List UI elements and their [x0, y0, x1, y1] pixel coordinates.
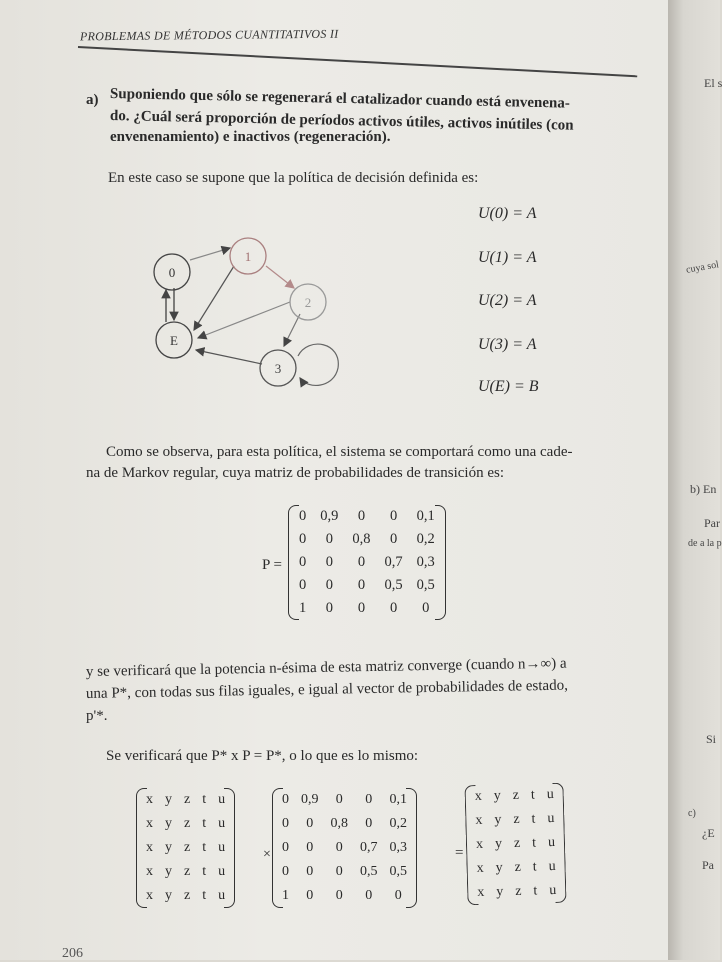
policy-u1: U(1) = A — [478, 249, 537, 266]
node-E — [156, 322, 192, 358]
bracket-left — [272, 788, 283, 908]
times-operator: × — [263, 847, 271, 862]
question-line-3: envenenamiento) e inactivos (regeneración). — [110, 129, 391, 145]
matrix-cell: 0,3 — [389, 840, 407, 855]
matrix-cell: 0 — [365, 816, 373, 831]
matrix-cell: u — [547, 810, 555, 827]
matrix-cell: 0,8 — [352, 531, 371, 547]
matrix-cell: 0 — [365, 888, 373, 903]
node-1 — [230, 238, 266, 274]
matrix-cell: y — [165, 888, 172, 903]
matrix-cell: z — [184, 864, 191, 879]
matrix-Pstar-right — [468, 783, 562, 905]
matrix-cell: y — [494, 836, 503, 852]
matrix-cell: 0 — [306, 816, 314, 831]
matrix-cell: 0,7 — [360, 840, 378, 855]
matrix-row — [470, 855, 562, 881]
matrix-cell: 0,3 — [416, 554, 435, 570]
matrix-row — [140, 788, 231, 812]
adjacent-page-edge — [668, 0, 720, 960]
edge-2-E — [198, 302, 290, 338]
matrix-cell: 0 — [282, 864, 289, 879]
matrix-cell: 0 — [325, 554, 333, 570]
para1-line-1: Como se observa, para esta política, el sistema se comportará como una cade- — [106, 444, 573, 460]
matrix-cell: 0,5 — [360, 864, 378, 879]
rp-fragment-5: de a la p — [688, 538, 722, 549]
matrix-cell: 0,2 — [389, 816, 407, 831]
matrix-cell: 0 — [299, 531, 307, 547]
policy-intro: En este caso se supone que la política de decisión definida es: — [108, 170, 479, 186]
matrix-cell: 0 — [282, 840, 289, 855]
matrix-cell: t — [202, 840, 207, 855]
matrix-cell: 0 — [325, 531, 333, 547]
matrix-cell: 0 — [299, 508, 307, 524]
matrix-P-label: P = — [262, 557, 282, 573]
matrix-row — [276, 884, 413, 908]
verify-line: Se verificará que P* x P = P*, o lo que es lo mismo: — [106, 748, 419, 764]
matrix-row — [140, 812, 231, 836]
matrix-cell: 0 — [335, 840, 343, 855]
matrix-cell: x — [146, 888, 153, 903]
matrix-cell: 0,9 — [320, 508, 339, 524]
rp-fragment-7: c) — [688, 808, 696, 819]
matrix-cell: 0 — [299, 577, 307, 593]
matrix-P-repeat-table — [276, 788, 413, 908]
matrix-cell: 0,1 — [416, 508, 435, 524]
matrix-row — [140, 836, 231, 860]
para2-line-1: y se verificará que la potencia n-ésima de esta matriz converge (cuando n→∞) a — [85, 655, 567, 680]
matrix-cell: 0,2 — [416, 531, 435, 547]
matrix-row — [140, 860, 231, 884]
matrix-cell: 0,5 — [384, 577, 403, 593]
matrix-cell: 0 — [306, 888, 314, 903]
matrix-row — [276, 812, 413, 836]
matrix-cell: z — [184, 888, 191, 903]
matrix-cell: 0 — [282, 816, 289, 831]
bracket-left — [288, 505, 299, 620]
matrix-cell: u — [548, 858, 556, 875]
matrix-cell: z — [184, 792, 191, 807]
policy-u3: U(3) = A — [478, 336, 537, 353]
matrix-P-repeat — [276, 788, 413, 908]
matrix-cell: 0 — [389, 531, 398, 547]
edge-0-1 — [190, 248, 230, 260]
matrix-cell: x — [477, 884, 485, 901]
matrix-row — [292, 597, 442, 620]
matrix-cell: x — [475, 836, 484, 853]
para1-line-2: na de Markov regular, cuya matriz de probabilidades de transición es: — [86, 465, 504, 481]
matrix-cell: y — [165, 792, 172, 807]
matrix-cell: y — [165, 816, 172, 831]
matrix-cell: 0 — [389, 508, 398, 524]
rp-fragment-8: ¿E — [702, 826, 715, 840]
svg-text:3: 3 — [274, 361, 282, 376]
equals-operator: = — [455, 845, 464, 861]
matrix-cell: x — [146, 840, 153, 855]
matrix-cell: 0 — [357, 600, 366, 616]
matrix-cell: 0 — [299, 554, 307, 570]
matrix-cell: x — [475, 812, 483, 829]
running-header: PROBLEMAS DE MÉTODOS CUANTITATIVOS II — [79, 26, 339, 44]
node-3 — [260, 350, 296, 386]
matrix-cell: u — [218, 864, 226, 879]
matrix-cell: z — [184, 816, 191, 831]
para2-line-3: p'*. — [86, 708, 108, 724]
matrix-cell: t — [202, 816, 207, 831]
matrix-cell: x — [146, 816, 153, 831]
rp-fragment-4: Par — [704, 516, 720, 530]
matrix-row — [292, 574, 442, 597]
edge-2-3 — [284, 314, 300, 346]
matrix-cell: u — [218, 840, 226, 855]
matrix-P — [292, 505, 442, 620]
matrix-row — [292, 528, 442, 551]
matrix-cell: y — [495, 860, 503, 876]
matrix-cell: 0,9 — [301, 792, 319, 807]
matrix-Pstar-left — [140, 788, 231, 908]
matrix-Pstar-left-table — [140, 788, 231, 908]
matrix-cell: 0 — [422, 600, 430, 616]
matrix-cell: t — [531, 811, 536, 827]
matrix-cell: 0,1 — [389, 792, 407, 807]
edge-3-E — [196, 350, 262, 364]
matrix-cell: 0 — [306, 840, 314, 855]
policy-u0: U(0) = A — [478, 205, 537, 222]
matrix-cell: x — [476, 860, 484, 877]
matrix-row — [468, 783, 560, 809]
matrix-cell: 0,8 — [330, 816, 348, 831]
matrix-row — [292, 505, 442, 528]
bracket-left — [136, 788, 147, 908]
matrix-cell: u — [218, 888, 226, 903]
matrix-cell: z — [512, 787, 520, 804]
matrix-cell: z — [514, 859, 522, 876]
question-line-2: do. ¿Cuál será proporción de períodos activos útiles, activos inútiles (con — [109, 108, 574, 134]
rp-fragment-9: Pa — [702, 858, 714, 872]
rp-fragment-1: El s — [704, 76, 722, 90]
matrix-cell: y — [165, 840, 172, 855]
matrix-row — [469, 807, 561, 833]
matrix-cell: 0 — [335, 864, 343, 879]
matrix-cell: 0,7 — [384, 554, 403, 570]
matrix-cell: y — [165, 864, 172, 879]
matrix-row — [140, 884, 231, 908]
matrix-cell: 0 — [282, 792, 289, 807]
matrix-cell: z — [515, 883, 522, 900]
matrix-cell: t — [533, 883, 538, 899]
matrix-cell: u — [218, 816, 226, 831]
matrix-cell: 0 — [357, 508, 366, 524]
matrix-cell: u — [549, 882, 557, 899]
matrix-cell: y — [494, 812, 502, 828]
para2-line-2: una P*, con todas sus filas iguales, e igual al vector de probabilidades de estado, — [85, 677, 569, 702]
header-rule — [78, 46, 637, 77]
rp-fragment-3: b) En — [690, 482, 717, 496]
matrix-cell: x — [146, 864, 153, 879]
matrix-cell: t — [532, 835, 537, 851]
question-label: a) — [86, 92, 99, 108]
matrix-cell: 0 — [357, 554, 366, 570]
svg-text:1: 1 — [244, 249, 252, 264]
policy-u2: U(2) = A — [478, 292, 537, 309]
matrix-cell: 0 — [365, 792, 373, 807]
svg-text:2: 2 — [304, 295, 312, 310]
matrix-row — [471, 879, 563, 905]
matrix-cell: 1 — [299, 600, 307, 616]
matrix-cell: 0 — [306, 864, 314, 879]
matrix-cell: x — [474, 788, 482, 805]
matrix-cell: 0 — [325, 577, 333, 593]
bracket-right — [224, 788, 235, 908]
matrix-cell: 0 — [325, 600, 333, 616]
matrix-cell: z — [513, 811, 520, 828]
matrix-cell: y — [496, 884, 504, 900]
matrix-cell: 0,5 — [389, 864, 407, 879]
matrix-cell: u — [546, 786, 555, 803]
matrix-cell: 0 — [394, 888, 402, 903]
matrix-cell: 1 — [282, 888, 289, 903]
edge-3-3-loop — [298, 344, 338, 385]
svg-text:E: E — [170, 333, 178, 348]
rp-fragment-2: cuya sol — [685, 259, 720, 276]
matrix-row — [292, 551, 442, 574]
matrix-cell: t — [202, 792, 207, 807]
matrix-P-table — [292, 505, 442, 620]
matrix-cell: 0 — [335, 792, 343, 807]
edge-1-2 — [266, 266, 294, 288]
matrix-cell: t — [530, 787, 536, 803]
matrix-cell: t — [202, 888, 207, 903]
matrix-cell: u — [218, 792, 226, 807]
bracket-right — [553, 783, 567, 903]
matrix-cell: 0 — [389, 600, 398, 616]
matrix-cell: 0 — [335, 888, 343, 903]
matrix-cell: x — [146, 792, 153, 807]
matrix-cell: t — [532, 859, 537, 875]
bracket-right — [406, 788, 417, 908]
question-line-1: Suponiendo que sólo se regenerará el catalizador cuando está envenena- — [109, 86, 570, 112]
matrix-cell: 0 — [357, 577, 366, 593]
matrix-row — [276, 788, 413, 812]
matrix-cell: z — [513, 835, 521, 852]
page-number: 206 — [62, 946, 83, 961]
matrix-cell: t — [202, 864, 207, 879]
policy-uE: U(E) = B — [478, 378, 539, 395]
matrix-row — [276, 836, 413, 860]
node-2 — [290, 284, 326, 320]
matrix-cell: z — [184, 840, 191, 855]
matrix-cell: 0,5 — [416, 577, 435, 593]
state-transition-diagram — [138, 228, 368, 408]
rp-fragment-6: Si — [706, 732, 717, 746]
bracket-right — [435, 505, 446, 620]
matrix-cell: u — [547, 834, 556, 851]
svg-text:0: 0 — [168, 265, 176, 280]
edge-1-E — [194, 266, 234, 330]
matrix-row — [276, 860, 413, 884]
matrix-row — [470, 831, 562, 857]
matrix-Pstar-right-table — [468, 783, 562, 905]
matrix-cell: y — [493, 788, 501, 804]
node-0 — [154, 254, 190, 290]
